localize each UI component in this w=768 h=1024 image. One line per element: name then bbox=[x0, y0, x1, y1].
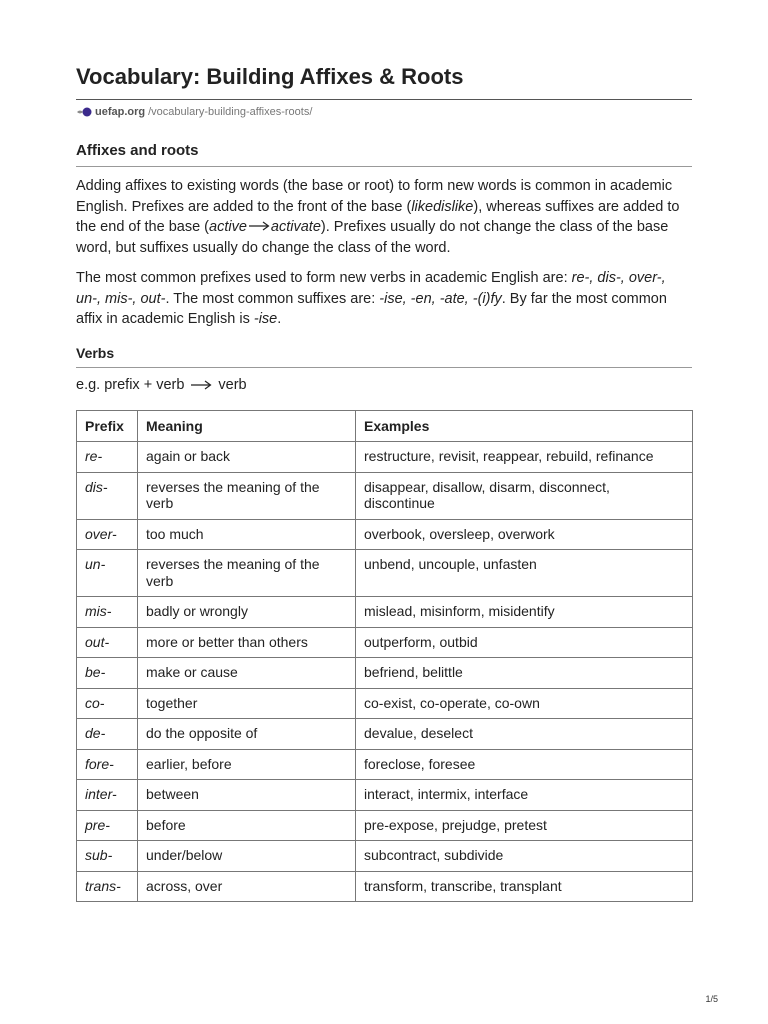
prefix-cell: fore- bbox=[77, 749, 138, 780]
page-number: 1/5 bbox=[705, 994, 718, 1004]
prefix-cell: out- bbox=[77, 627, 138, 658]
document-page bbox=[76, 64, 692, 902]
examples-cell: overbook, oversleep, overwork bbox=[356, 519, 693, 550]
prefix-cell: inter- bbox=[77, 780, 138, 811]
verbs-heading: Verbs bbox=[76, 345, 692, 368]
table-row bbox=[77, 627, 693, 658]
examples-cell: foreclose, foresee bbox=[356, 749, 693, 780]
column-header: Examples bbox=[356, 410, 693, 442]
table-header-row bbox=[77, 410, 693, 442]
examples-cell: devalue, deselect bbox=[356, 719, 693, 750]
prefix-cell: trans- bbox=[77, 871, 138, 902]
meaning-cell: too much bbox=[138, 519, 356, 550]
table-row bbox=[77, 719, 693, 750]
table-row bbox=[77, 658, 693, 689]
examples-cell: pre-expose, prejudge, pretest bbox=[356, 810, 693, 841]
prefix-cell: re- bbox=[77, 442, 138, 473]
meaning-cell: together bbox=[138, 688, 356, 719]
prefix-cell: mis- bbox=[77, 597, 138, 628]
prefix-cell: de- bbox=[77, 719, 138, 750]
table-row bbox=[77, 550, 693, 597]
examples-cell: disappear, disallow, disarm, disconnect, discontinue bbox=[356, 472, 693, 519]
prefix-cell: co- bbox=[77, 688, 138, 719]
examples-cell: outperform, outbid bbox=[356, 627, 693, 658]
page-title: Vocabulary: Building Affixes & Roots bbox=[76, 64, 692, 100]
prefix-cell: un- bbox=[77, 550, 138, 597]
examples-cell: transform, transcribe, transplant bbox=[356, 871, 693, 902]
meaning-cell: earlier, before bbox=[138, 749, 356, 780]
source-path[interactable]: /vocabulary-building-affixes-roots/ bbox=[148, 106, 313, 118]
column-header: Prefix bbox=[77, 410, 138, 442]
intro-paragraph: Adding affixes to existing words (the base or root) to form new words is common in academic English. Prefixes are added to the front of the base (likedislike), whereas suffixes are added to the end of the base (active activate). Prefixes usually do not change the class of the base word, but suffixes usually do change the class of the word. bbox=[76, 178, 680, 256]
examples-cell: befriend, belittle bbox=[356, 658, 693, 689]
table-row bbox=[77, 519, 693, 550]
arrow-right-icon bbox=[189, 380, 213, 390]
examples-cell: subcontract, subdivide bbox=[356, 841, 693, 872]
meaning-cell: more or better than others bbox=[138, 627, 356, 658]
meaning-cell: reverses the meaning of the verb bbox=[138, 472, 356, 519]
table-row bbox=[77, 810, 693, 841]
meaning-cell: between bbox=[138, 780, 356, 811]
site-logo-icon bbox=[76, 107, 92, 117]
prefix-cell: dis- bbox=[77, 472, 138, 519]
table-row bbox=[77, 871, 693, 902]
meaning-cell: reverses the meaning of the verb bbox=[138, 550, 356, 597]
source-line bbox=[76, 106, 692, 118]
common-affixes-paragraph: The most common prefixes used to form new verbs in academic English are: re-, dis-, over-, un-, mis-, out-. The most common suffixes are: -ise, -en, -ate, -(i)fy. By far the most common affix in academic English is -ise. bbox=[76, 270, 667, 327]
examples-cell: mislead, misinform, misidentify bbox=[356, 597, 693, 628]
section-heading: Affixes and roots bbox=[76, 142, 692, 167]
column-header: Meaning bbox=[138, 410, 356, 442]
table-row bbox=[77, 688, 693, 719]
meaning-cell: before bbox=[138, 810, 356, 841]
table-row bbox=[77, 597, 693, 628]
verb-prefix-table bbox=[76, 410, 693, 903]
meaning-cell: again or back bbox=[138, 442, 356, 473]
prefix-cell: over- bbox=[77, 519, 138, 550]
examples-cell: restructure, revisit, reappear, rebuild, refinance bbox=[356, 442, 693, 473]
table-row bbox=[77, 780, 693, 811]
examples-cell: unbend, uncouple, unfasten bbox=[356, 550, 693, 597]
table-row bbox=[77, 841, 693, 872]
meaning-cell: across, over bbox=[138, 871, 356, 902]
meaning-cell: make or cause bbox=[138, 658, 356, 689]
meaning-cell: badly or wrongly bbox=[138, 597, 356, 628]
prefix-cell: sub- bbox=[77, 841, 138, 872]
table-row bbox=[77, 472, 693, 519]
meaning-cell: under/below bbox=[138, 841, 356, 872]
examples-cell: interact, intermix, interface bbox=[356, 780, 693, 811]
source-domain[interactable]: uefap.org bbox=[95, 106, 146, 118]
arrow-right-icon bbox=[248, 221, 270, 231]
meaning-cell: do the opposite of bbox=[138, 719, 356, 750]
table-row bbox=[77, 442, 693, 473]
examples-cell: co-exist, co-operate, co-own bbox=[356, 688, 693, 719]
verb-formula: e.g. prefix + verb verb bbox=[76, 376, 247, 393]
prefix-cell: be- bbox=[77, 658, 138, 689]
table-row bbox=[77, 749, 693, 780]
prefix-cell: pre- bbox=[77, 810, 138, 841]
